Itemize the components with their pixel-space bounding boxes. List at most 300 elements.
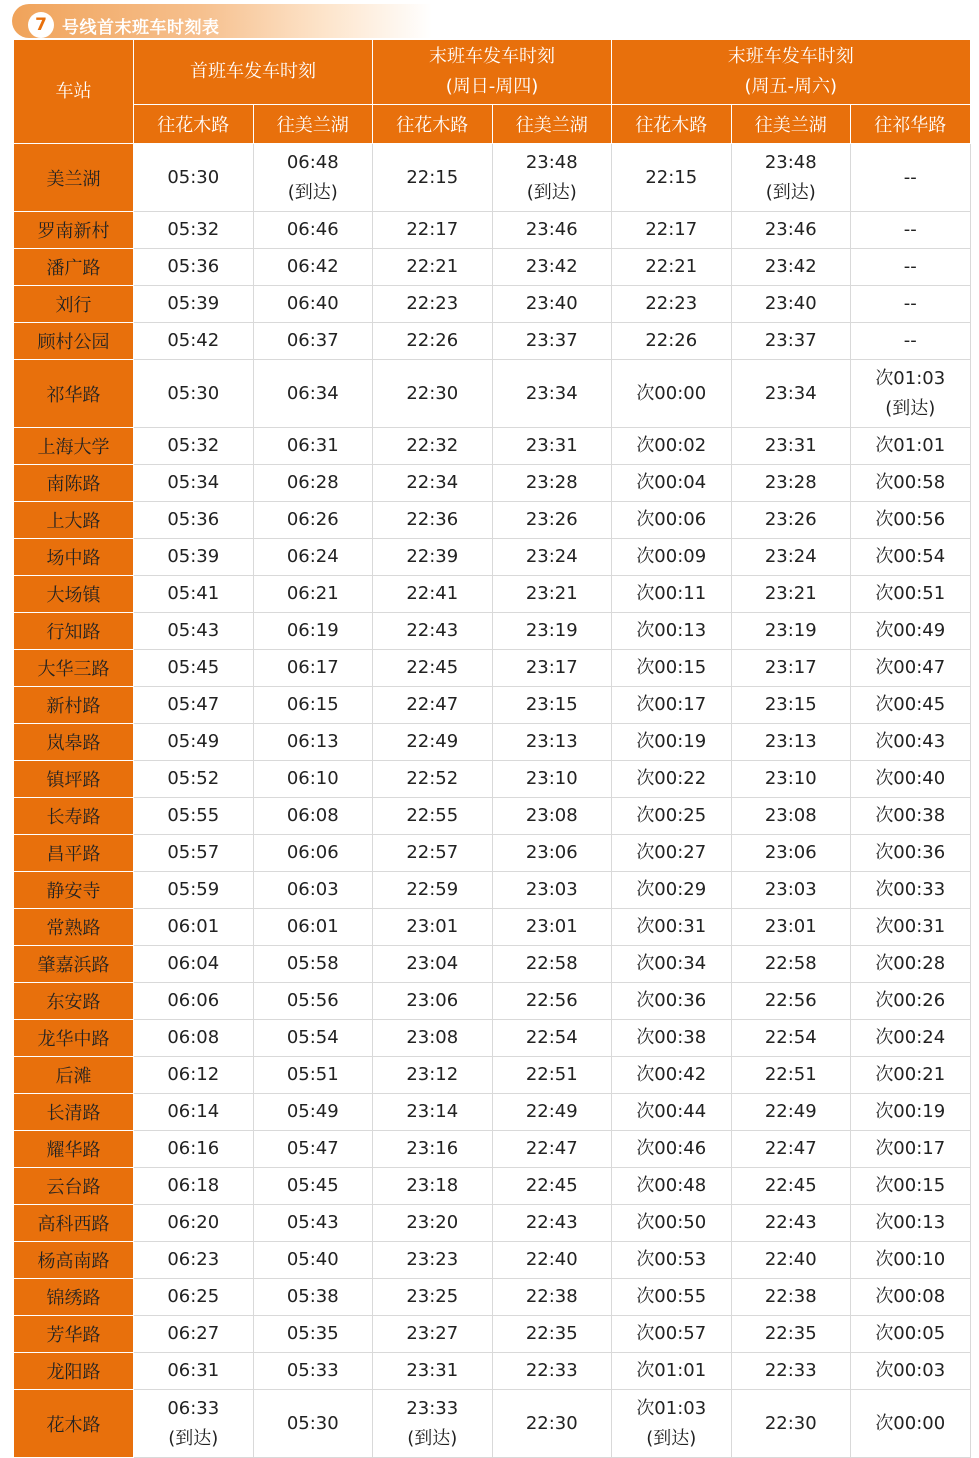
time-value: 23:33 — [406, 1397, 459, 1419]
direction-header: 往祁华路 — [851, 105, 971, 144]
time-value: 次01:01 — [636, 1360, 707, 1381]
table-row — [14, 946, 971, 983]
time-cell — [373, 465, 493, 502]
time-cell — [492, 428, 612, 465]
time-value: 06:48 — [286, 151, 339, 173]
time-value: 次00:48 — [636, 1175, 707, 1196]
time-value: 22:43 — [525, 1212, 578, 1233]
station-name: 锦绣路 — [14, 1279, 134, 1316]
time-cell — [134, 144, 254, 212]
time-value: 05:59 — [167, 879, 220, 900]
table-row — [14, 650, 971, 687]
time-cell — [492, 983, 612, 1020]
timetable — [13, 39, 971, 1458]
time-cell — [134, 502, 254, 539]
time-value: 06:04 — [167, 953, 220, 974]
header-line: 末班车发车时刻 — [429, 46, 555, 67]
time-cell — [253, 761, 373, 798]
time-cell — [612, 1205, 732, 1242]
time-value: 23:42 — [525, 256, 578, 277]
station-name: 静安寺 — [14, 872, 134, 909]
time-value: 次01:03 — [875, 367, 946, 389]
time-value: 次00:33 — [875, 879, 946, 900]
table-row — [14, 613, 971, 650]
time-cell — [253, 1353, 373, 1390]
time-cell — [612, 983, 732, 1020]
time-cell — [253, 1205, 373, 1242]
time-value: 06:37 — [286, 330, 339, 351]
time-cell — [253, 650, 373, 687]
time-value: 05:51 — [286, 1064, 339, 1085]
time-cell — [373, 502, 493, 539]
time-cell — [612, 249, 732, 286]
time-cell — [492, 1205, 612, 1242]
time-cell — [612, 1390, 732, 1458]
time-cell — [134, 539, 254, 576]
time-value: 22:40 — [525, 1249, 578, 1270]
station-name: 顾村公园 — [14, 323, 134, 360]
time-cell — [492, 539, 612, 576]
time-cell — [253, 798, 373, 835]
arrival-note: (到达) — [646, 1427, 697, 1449]
station-name: 龙阳路 — [14, 1353, 134, 1390]
time-value: 06:14 — [167, 1101, 220, 1122]
time-value: 06:23 — [167, 1249, 220, 1270]
time-cell — [134, 465, 254, 502]
time-value: 22:49 — [764, 1101, 817, 1122]
time-cell — [612, 502, 732, 539]
time-value: 22:21 — [645, 256, 698, 277]
time-cell — [134, 1390, 254, 1458]
table-row — [14, 144, 971, 212]
time-value: 23:48 — [525, 151, 578, 173]
arrival-note: (到达) — [526, 181, 577, 203]
time-cell — [492, 650, 612, 687]
time-value: 22:17 — [645, 219, 698, 240]
time-cell — [851, 650, 971, 687]
time-cell — [612, 1168, 732, 1205]
time-value: 06:06 — [286, 842, 339, 863]
time-cell — [492, 872, 612, 909]
time-value: 23:24 — [764, 546, 817, 567]
time-value: 23:08 — [525, 805, 578, 826]
time-value: 05:34 — [167, 472, 220, 493]
time-value: 06:13 — [286, 731, 339, 752]
time-cell — [612, 1094, 732, 1131]
first-train-header: 首班车发车时刻 — [134, 40, 373, 105]
time-value: 06:46 — [286, 219, 339, 240]
table-row — [14, 798, 971, 835]
time-cell — [851, 1057, 971, 1094]
time-cell — [612, 1279, 732, 1316]
time-cell — [851, 428, 971, 465]
time-cell — [492, 1242, 612, 1279]
time-value: 06:26 — [286, 509, 339, 530]
time-value: 22:38 — [764, 1286, 817, 1307]
time-value: 06:01 — [167, 916, 220, 937]
time-cell — [134, 1020, 254, 1057]
time-value: 05:39 — [167, 546, 220, 567]
station-name: 镇坪路 — [14, 761, 134, 798]
time-cell — [373, 249, 493, 286]
time-value: 次00:11 — [636, 583, 707, 604]
time-value: 06:33 — [167, 1397, 220, 1419]
time-cell — [851, 835, 971, 872]
time-value: 23:10 — [525, 768, 578, 789]
station-name: 岚皋路 — [14, 724, 134, 761]
time-cell — [731, 798, 851, 835]
time-value: 06:20 — [167, 1212, 220, 1233]
time-value: 次00:04 — [636, 472, 707, 493]
station-name: 行知路 — [14, 613, 134, 650]
time-value: 次00:09 — [636, 546, 707, 567]
title-banner — [12, 4, 432, 38]
time-value: 次00:13 — [636, 620, 707, 641]
time-value: 06:17 — [286, 657, 339, 678]
time-value: 23:40 — [764, 293, 817, 314]
table-row — [14, 576, 971, 613]
time-value: 05:42 — [167, 330, 220, 351]
time-value: 05:47 — [286, 1138, 339, 1159]
header-line: 末班车发车时刻 — [727, 46, 854, 67]
time-value: 22:58 — [764, 953, 817, 974]
time-cell — [253, 1242, 373, 1279]
time-value: 23:08 — [406, 1027, 459, 1048]
time-value: 23:34 — [525, 382, 578, 404]
table-row — [14, 1390, 971, 1458]
last-train-weekday-header — [373, 40, 612, 105]
station-name: 大场镇 — [14, 576, 134, 613]
time-cell — [731, 872, 851, 909]
time-value: 次00:45 — [875, 694, 946, 715]
time-cell — [134, 761, 254, 798]
time-cell — [851, 1094, 971, 1131]
time-cell — [492, 1353, 612, 1390]
time-value: 06:10 — [286, 768, 339, 789]
time-value: 23:46 — [525, 219, 578, 240]
time-cell — [373, 835, 493, 872]
time-cell — [612, 428, 732, 465]
station-name: 上大路 — [14, 502, 134, 539]
time-value: 次00:05 — [875, 1323, 946, 1344]
time-value: 05:58 — [286, 953, 339, 974]
time-value: 23:28 — [764, 472, 817, 493]
time-value: 23:12 — [406, 1064, 459, 1085]
time-value: 23:01 — [764, 916, 817, 937]
arrival-note: (到达) — [885, 397, 936, 419]
time-value: 06:16 — [167, 1138, 220, 1159]
time-value: 05:49 — [286, 1101, 339, 1122]
time-cell — [612, 761, 732, 798]
time-value: -- — [903, 166, 917, 188]
time-value: -- — [903, 293, 917, 314]
time-value: -- — [903, 219, 917, 240]
time-cell — [492, 1168, 612, 1205]
time-value: 23:34 — [764, 382, 817, 404]
time-value: 次00:58 — [875, 472, 946, 493]
time-cell — [134, 576, 254, 613]
time-cell — [612, 909, 732, 946]
time-cell — [134, 249, 254, 286]
time-value: 23:31 — [525, 435, 578, 456]
time-value: 次00:03 — [875, 1360, 946, 1381]
time-cell — [134, 1205, 254, 1242]
station-name: 东安路 — [14, 983, 134, 1020]
time-value: 次00:49 — [875, 620, 946, 641]
time-cell — [731, 835, 851, 872]
table-row — [14, 761, 971, 798]
time-cell — [731, 576, 851, 613]
time-cell — [253, 1279, 373, 1316]
time-value: 22:36 — [406, 509, 459, 530]
time-value: 22:45 — [764, 1175, 817, 1196]
time-value: 次00:34 — [636, 953, 707, 974]
time-value: 23:26 — [525, 509, 578, 530]
time-cell — [373, 428, 493, 465]
time-cell — [253, 144, 373, 212]
time-value: 06:19 — [286, 620, 339, 641]
time-cell — [851, 724, 971, 761]
table-row — [14, 1279, 971, 1316]
station-name: 祁华路 — [14, 360, 134, 428]
time-value: 22:40 — [764, 1249, 817, 1270]
time-value: 次01:03 — [636, 1397, 707, 1419]
time-cell — [253, 502, 373, 539]
time-value: 05:54 — [286, 1027, 339, 1048]
time-value: 23:18 — [406, 1175, 459, 1196]
time-value: 次00:08 — [875, 1286, 946, 1307]
time-value: 22:49 — [525, 1101, 578, 1122]
direction-header: 往美兰湖 — [492, 105, 612, 144]
time-cell — [851, 576, 971, 613]
time-value: 23:17 — [525, 657, 578, 678]
time-value: 23:01 — [406, 916, 459, 937]
time-cell — [253, 1131, 373, 1168]
time-cell — [731, 761, 851, 798]
time-cell — [492, 613, 612, 650]
time-value: 22:32 — [406, 435, 459, 456]
table-row — [14, 1168, 971, 1205]
time-cell — [253, 1316, 373, 1353]
station-column-header: 车站 — [14, 40, 134, 144]
time-cell — [373, 1279, 493, 1316]
time-value: 22:33 — [764, 1360, 817, 1381]
time-cell — [134, 323, 254, 360]
time-value: 06:28 — [286, 472, 339, 493]
time-cell — [373, 539, 493, 576]
time-value: 22:26 — [406, 330, 459, 351]
time-cell — [253, 212, 373, 249]
time-cell — [373, 613, 493, 650]
time-cell — [134, 613, 254, 650]
time-value: 05:47 — [167, 694, 220, 715]
time-cell — [731, 1316, 851, 1353]
time-value: 次00:28 — [875, 953, 946, 974]
time-cell — [373, 1020, 493, 1057]
time-cell — [851, 539, 971, 576]
time-cell — [492, 1316, 612, 1353]
time-cell — [134, 360, 254, 428]
time-cell — [851, 872, 971, 909]
time-cell — [851, 1205, 971, 1242]
time-value: 次00:38 — [636, 1027, 707, 1048]
time-cell — [134, 724, 254, 761]
time-value: 次00:55 — [636, 1286, 707, 1307]
station-name: 杨高南路 — [14, 1242, 134, 1279]
time-cell — [731, 983, 851, 1020]
time-cell — [851, 983, 971, 1020]
time-cell — [134, 835, 254, 872]
time-cell — [851, 144, 971, 212]
time-cell — [851, 323, 971, 360]
time-cell — [851, 1390, 971, 1458]
time-value: 22:30 — [525, 1412, 578, 1434]
time-cell — [731, 539, 851, 576]
time-cell — [373, 983, 493, 1020]
time-cell — [612, 798, 732, 835]
time-cell — [134, 1131, 254, 1168]
time-cell — [253, 1168, 373, 1205]
table-row — [14, 835, 971, 872]
time-cell — [492, 576, 612, 613]
station-name: 高科西路 — [14, 1205, 134, 1242]
time-cell — [612, 650, 732, 687]
time-cell — [373, 872, 493, 909]
table-row — [14, 1131, 971, 1168]
station-name: 龙华中路 — [14, 1020, 134, 1057]
time-cell — [612, 1353, 732, 1390]
time-value: 06:40 — [286, 293, 339, 314]
time-cell — [253, 576, 373, 613]
time-cell — [253, 465, 373, 502]
time-value: 22:23 — [406, 293, 459, 314]
station-name: 常熟路 — [14, 909, 134, 946]
time-value: 23:15 — [764, 694, 817, 715]
time-value: 05:55 — [167, 805, 220, 826]
time-cell — [373, 144, 493, 212]
time-value: 次01:01 — [875, 435, 946, 456]
time-cell — [492, 909, 612, 946]
time-cell — [731, 1131, 851, 1168]
time-value: 23:04 — [406, 953, 459, 974]
time-value: 次00:50 — [636, 1212, 707, 1233]
time-cell — [731, 212, 851, 249]
time-cell — [731, 1353, 851, 1390]
time-value: 23:40 — [525, 293, 578, 314]
time-cell — [731, 465, 851, 502]
time-value: 23:03 — [525, 879, 578, 900]
time-value: 05:45 — [286, 1175, 339, 1196]
time-value: 次00:42 — [636, 1064, 707, 1085]
time-cell — [253, 286, 373, 323]
time-value: 23:17 — [764, 657, 817, 678]
station-name: 潘广路 — [14, 249, 134, 286]
time-cell — [373, 798, 493, 835]
time-value: 22:38 — [525, 1286, 578, 1307]
time-value: 22:26 — [645, 330, 698, 351]
time-cell — [851, 465, 971, 502]
table-row — [14, 428, 971, 465]
time-value: -- — [903, 330, 917, 351]
time-value: 22:45 — [406, 657, 459, 678]
time-cell — [134, 428, 254, 465]
time-value: 23:27 — [406, 1323, 459, 1344]
time-cell — [253, 724, 373, 761]
time-value: 05:30 — [286, 1412, 339, 1434]
time-cell — [253, 835, 373, 872]
time-cell — [612, 1316, 732, 1353]
time-value: 22:39 — [406, 546, 459, 567]
time-cell — [134, 212, 254, 249]
time-value: 次00:40 — [875, 768, 946, 789]
time-cell — [373, 1205, 493, 1242]
time-cell — [134, 872, 254, 909]
time-cell — [612, 1131, 732, 1168]
time-value: 05:36 — [167, 509, 220, 530]
table-row — [14, 687, 971, 724]
time-cell — [851, 798, 971, 835]
table-row — [14, 249, 971, 286]
time-value: 23:03 — [764, 879, 817, 900]
time-value: 06:31 — [286, 435, 339, 456]
time-value: 05:43 — [167, 620, 220, 641]
time-value: 06:31 — [167, 1360, 220, 1381]
time-value: 05:57 — [167, 842, 220, 863]
time-value: 22:41 — [406, 583, 459, 604]
table-row — [14, 360, 971, 428]
time-value: 05:36 — [167, 256, 220, 277]
time-cell — [731, 249, 851, 286]
time-cell — [731, 687, 851, 724]
time-cell — [851, 1316, 971, 1353]
time-cell — [253, 360, 373, 428]
time-cell — [851, 687, 971, 724]
line-number-badge: 7 — [28, 12, 54, 38]
direction-header: 往花木路 — [373, 105, 493, 144]
time-cell — [134, 909, 254, 946]
time-value: 06:12 — [167, 1064, 220, 1085]
table-row — [14, 539, 971, 576]
time-value: 次00:13 — [875, 1212, 946, 1233]
time-value: 次00:17 — [636, 694, 707, 715]
station-name: 昌平路 — [14, 835, 134, 872]
time-cell — [134, 983, 254, 1020]
time-cell — [851, 613, 971, 650]
time-cell — [373, 650, 493, 687]
table-row — [14, 1242, 971, 1279]
time-cell — [731, 1242, 851, 1279]
time-cell — [612, 1020, 732, 1057]
table-row — [14, 1353, 971, 1390]
station-name: 刘行 — [14, 286, 134, 323]
time-value: 23:20 — [406, 1212, 459, 1233]
time-cell — [612, 323, 732, 360]
time-cell — [612, 613, 732, 650]
time-cell — [731, 286, 851, 323]
time-cell — [134, 650, 254, 687]
time-cell — [134, 687, 254, 724]
time-value: 次00:19 — [636, 731, 707, 752]
time-cell — [134, 1242, 254, 1279]
time-cell — [492, 835, 612, 872]
time-value: 次00:31 — [875, 916, 946, 937]
time-cell — [851, 502, 971, 539]
table-row — [14, 983, 971, 1020]
time-value: 次00:46 — [636, 1138, 707, 1159]
time-cell — [731, 1390, 851, 1458]
time-value: 23:42 — [764, 256, 817, 277]
time-cell — [373, 212, 493, 249]
